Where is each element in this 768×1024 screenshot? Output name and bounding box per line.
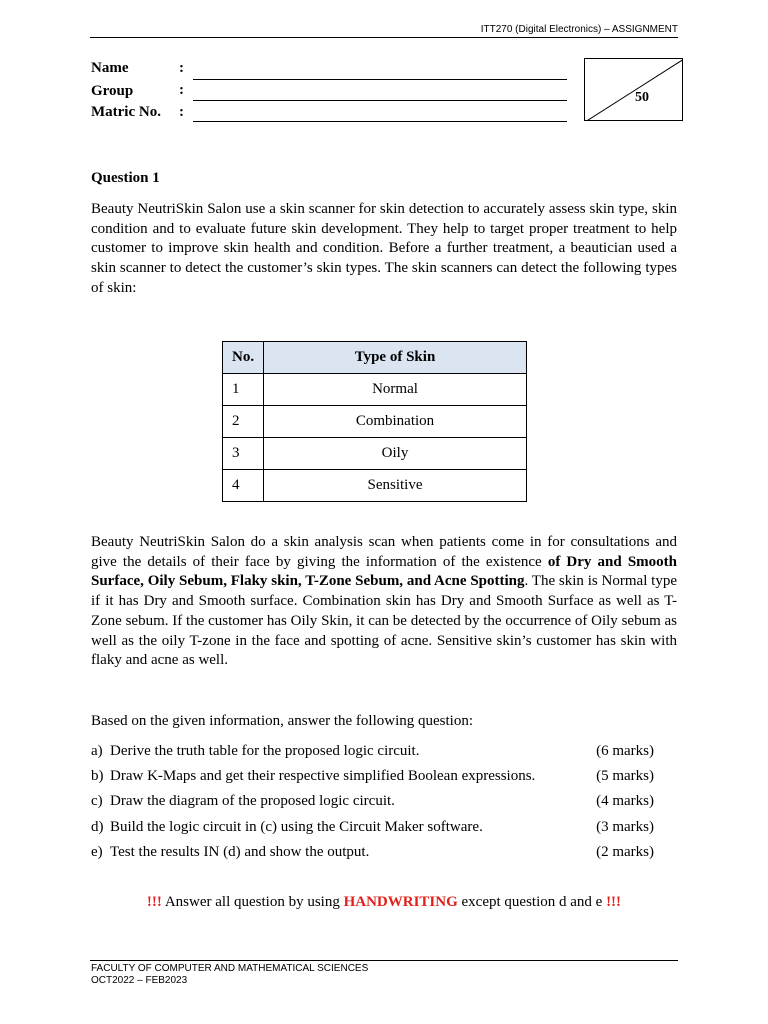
row-number: 4: [223, 470, 264, 502]
skin-analysis-description: [91, 533, 677, 671]
sub-question-c: [91, 793, 654, 813]
sub-question-d: [91, 819, 654, 839]
sub-question-letter: b): [91, 768, 104, 784]
row-number: 1: [223, 374, 264, 406]
description-part1: Beauty NeutriSkin Salon do a skin analysis scan when patients come in for consultations and give the details of their face by giving the information of the existence: [91, 534, 677, 570]
sub-question-marks: (6 marks): [596, 743, 654, 759]
course-header: ITT270 (Digital Electronics) – ASSIGNMENT: [480, 24, 678, 35]
sub-question-text: Draw K-Maps and get their respective simplified Boolean expressions.: [110, 768, 536, 784]
group-field[interactable]: [193, 100, 567, 101]
score-box: [584, 58, 683, 121]
sub-question-marks: (3 marks): [596, 819, 654, 835]
table-row: [223, 406, 527, 438]
footer-divider: [90, 960, 678, 961]
sub-question-letter: d): [91, 819, 104, 835]
table-row: [223, 374, 527, 406]
row-number: 2: [223, 406, 264, 438]
column-header-no: No.: [223, 342, 264, 374]
score-total: 50: [635, 90, 649, 105]
description-bold: of Dry and Smooth Surface, Oily Sebum, Flaky skin, T-Zone Sebum, and Acne Spotting: [91, 553, 677, 590]
note-text-before: Answer all question by using: [161, 894, 344, 910]
table-header-row: [223, 342, 527, 374]
sub-question-text: Derive the truth table for the proposed logic circuit.: [110, 743, 420, 759]
note-highlight: HANDWRITING: [343, 894, 458, 910]
sub-question-marks: (4 marks): [596, 793, 654, 809]
footer-session: OCT2022 – FEB2023: [91, 975, 188, 986]
footer-faculty: FACULTY OF COMPUTER AND MATHEMATICAL SCIENCES: [91, 963, 369, 974]
note-text-after: except question d and e: [457, 894, 607, 910]
sub-question-letter: c): [91, 793, 103, 809]
sub-question-letter: a): [91, 743, 103, 759]
sub-question-letter: e): [91, 844, 103, 860]
skin-type: Normal: [264, 374, 527, 406]
group-label: Group: [91, 83, 134, 99]
question-prompt: Based on the given information, answer the following question:: [91, 713, 474, 729]
sub-question-b: [91, 768, 654, 788]
sub-question-text: Test the results IN (d) and show the output.: [110, 844, 370, 860]
sub-question-marks: (5 marks): [596, 768, 654, 784]
question-title: Question 1: [91, 170, 160, 186]
group-colon: :: [179, 82, 184, 98]
skin-type-table: [222, 341, 527, 502]
matric-label: Matric No.: [91, 104, 161, 120]
table-row: [223, 438, 527, 470]
table-row: [223, 470, 527, 502]
matric-colon: :: [179, 104, 184, 120]
sub-question-a: [91, 743, 654, 763]
column-header-type: Type of Skin: [264, 342, 527, 374]
sub-question-text: Build the logic circuit in (c) using the Circuit Maker software.: [110, 819, 483, 835]
skin-type: Sensitive: [264, 470, 527, 502]
handwriting-note: [0, 894, 768, 911]
description-part2: . The skin is Normal type if it has Dry and Smooth surface. Combination skin has Dry and Smooth Surface as well as T-Zone sebum. If the customer has Oily Skin, it can be detected by the occurrence of Oily sebum as well as the oily T-zone in the face and spotting of acne. Sensitive skin’s customer has skin with flaky and acne as well.: [91, 573, 677, 669]
question-intro: Beauty NeutriSkin Salon use a skin scanner for skin detection to accurately assess skin type, skin condition and to evaluate future skin development. They help to target proper treatment to help customer to improve skin health and condition. Before a further treatment, a beautician used a skin scanner to detect the customer’s skin types. The skin scanners can detect the following types of skin:: [91, 201, 677, 296]
sub-question-marks: (2 marks): [596, 844, 654, 860]
row-number: 3: [223, 438, 264, 470]
name-field[interactable]: [193, 79, 567, 80]
score-diagonal: [585, 59, 683, 121]
name-label: Name: [91, 60, 129, 76]
matric-field[interactable]: [193, 121, 567, 122]
sub-question-text: Draw the diagram of the proposed logic circuit.: [110, 793, 395, 809]
skin-type: Combination: [264, 406, 527, 438]
skin-type: Oily: [264, 438, 527, 470]
note-exclaim-close: !!!: [606, 894, 622, 910]
name-colon: :: [179, 60, 184, 76]
header-divider: [90, 37, 678, 38]
note-exclaim-open: !!!: [146, 894, 162, 910]
sub-question-e: [91, 844, 654, 864]
